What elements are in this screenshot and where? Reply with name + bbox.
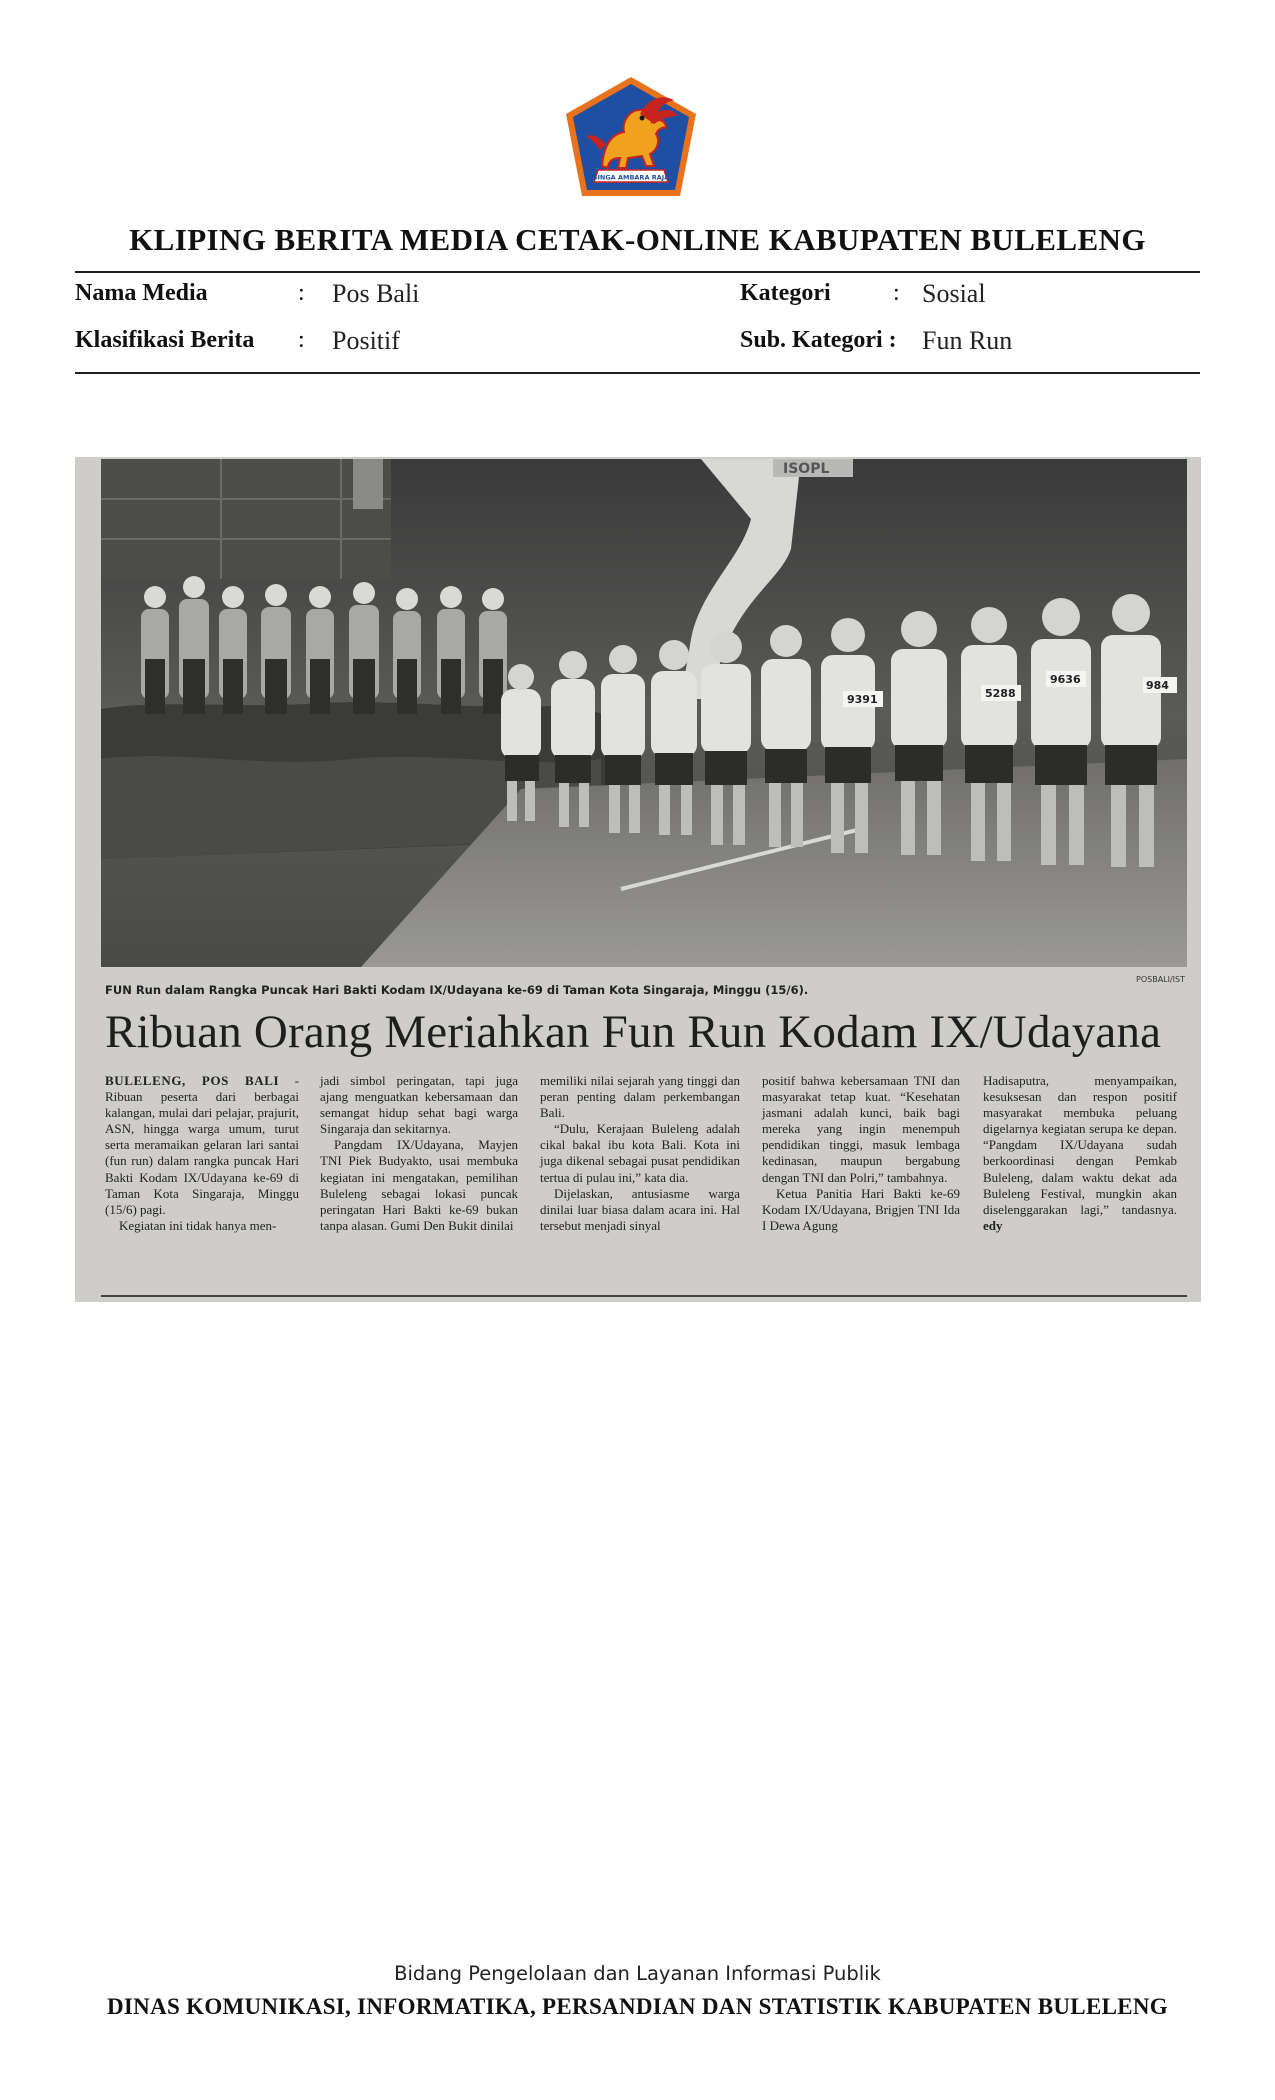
article-dateline: BULELENG, POS BALI xyxy=(105,1073,280,1088)
col2-paragraph-2: Pangdam IX/Udayana, Mayjen TNI Piek Budyakto, usai membuka kegiatan ini mengatakan, pemilihan Buleleng sebagai lokasi puncak peringatan Hari Bakti ke-69 bukan tanpa alasan. Gumi Den Bukit dinilai xyxy=(320,1137,518,1233)
sub-kategori-label: Sub. Kategori : xyxy=(740,327,897,353)
newspaper-clipping xyxy=(75,457,1201,1302)
article-author: edy xyxy=(983,1217,1003,1233)
nama-media-colon: : xyxy=(298,280,305,306)
article-column-2 xyxy=(320,1073,518,1234)
col5-paragraph-1: Hadisaputra, menyampaikan, kesuksesan dan respon positif masyarakat membuka peluang digelarnya kegiatan serupa ke depan. “Pangdam IX/Udayana sudah berkoordinasi dengan Pemkab Buleleng, dalam waktu dekat ada Buleleng Festival, mungkin akan diselenggarakan lagi,” tandasnya. xyxy=(983,1073,1177,1217)
bib-number-3: 9636 xyxy=(1050,673,1081,686)
col4-paragraph-1: positif bahwa kebersamaan TNI dan masyarakat tetap kuat. “Kesehatan jasmani adalah kunci, baik bagi mereka yang ingin menempuh pendidikan tinggi, masuk lembaga kedinasan, maupun bergabung dengan TNI dan Polri,” tambahnya. xyxy=(762,1073,960,1185)
col2-paragraph-1: jadi simbol peringatan, tapi juga ajang menguatkan kebersamaan dan semangat hidup sehat bagi warga Singaraja dan sekitarnya. xyxy=(320,1073,518,1137)
col4-paragraph-2: Ketua Panitia Hari Bakti ke-69 Kodam IX/Udayana, Brigjen TNI Ida I Dewa Agung xyxy=(762,1185,960,1233)
logo-ribbon-text: SINGA AMBARA RAJA xyxy=(592,173,670,182)
buleleng-emblem-logo xyxy=(562,74,700,200)
col1-paragraph-2: Kegiatan ini tidak hanya men- xyxy=(119,1217,277,1233)
article-column-4 xyxy=(762,1073,960,1234)
article-column-3 xyxy=(540,1073,740,1234)
col1-paragraph-1: - Ribuan peserta dari berbagai kalangan, mulai dari pelajar, prajurit, ASN, hingga warga umum, turut serta meramaikan gelaran lari santai (fun run) dalam rangka puncak Hari Bakti Kodam IX/Udayana ke-69 di Taman Kota Singaraja, Minggu (15/6) pagi. xyxy=(105,1073,299,1217)
document-title: KLIPING BERITA MEDIA CETAK-ONLINE KABUPATEN BULELENG xyxy=(129,222,1146,257)
footer-unit: Bidang Pengelolaan dan Layanan Informasi Publik xyxy=(394,1962,881,1985)
fun-run-photo xyxy=(101,459,1187,967)
klasifikasi-berita-label: Klasifikasi Berita xyxy=(75,327,255,353)
col3-paragraph-3: Dijelaskan, antusiasme warga dinilai luar biasa dalam acara ini. Hal tersebut menjadi sinyal xyxy=(540,1185,740,1233)
nama-media-value: Pos Bali xyxy=(332,279,420,308)
photo-caption: FUN Run dalam Rangka Puncak Hari Bakti Kodam IX/Udayana ke-69 di Taman Kota Singaraja, Minggu (15/6). xyxy=(105,983,809,997)
col3-paragraph-2: “Dulu, Kerajaan Buleleng adalah cikal bakal ibu kota Bali. Kota ini juga dikenal sebagai pusat pendidikan tertua di pulau ini,” kata dia. xyxy=(540,1121,740,1185)
header-bottom-rule xyxy=(75,372,1200,374)
klasifikasi-berita-value: Positif xyxy=(332,326,400,355)
header-top-rule xyxy=(75,271,1200,273)
article-column-1 xyxy=(105,1073,299,1234)
bib-number-1: 9391 xyxy=(847,693,878,706)
singa-ambara-raja-icon xyxy=(562,74,700,200)
bib-number-4: 984 xyxy=(1146,679,1169,692)
arch-sponsor-text: ISOPL xyxy=(783,461,830,477)
sub-kategori-value: Fun Run xyxy=(922,326,1013,355)
nama-media-label: Nama Media xyxy=(75,280,208,306)
clipping-bottom-rule xyxy=(101,1295,1187,1297)
kategori-value: Sosial xyxy=(922,279,986,308)
article-column-5 xyxy=(983,1073,1177,1234)
footer-department: DINAS KOMUNIKASI, INFORMATIKA, PERSANDIAN DAN STATISTIK KABUPATEN BULELENG xyxy=(107,1994,1168,2019)
col3-paragraph-1: memiliki nilai sejarah yang tinggi dan peran penting dalam perkembangan Bali. xyxy=(540,1073,740,1121)
article-headline: Ribuan Orang Meriahkan Fun Run Kodam IX/Udayana xyxy=(105,1006,1162,1058)
bib-number-2: 5288 xyxy=(985,687,1016,700)
photo-credit: POSBALI/IST xyxy=(1136,975,1185,984)
kategori-colon: : xyxy=(893,280,900,306)
klasifikasi-berita-colon: : xyxy=(298,327,305,353)
kategori-label: Kategori xyxy=(740,280,831,306)
